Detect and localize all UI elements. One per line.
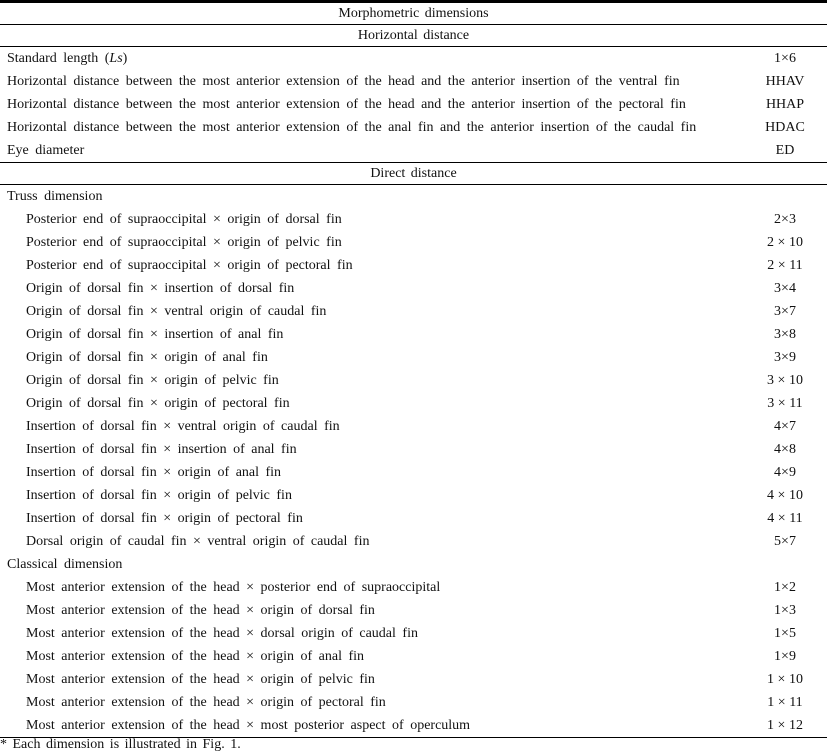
row-label: Most anterior extension of the head × origin of dorsal fin	[26, 603, 375, 618]
table-row	[0, 93, 827, 116]
row-value: 3 × 10	[767, 373, 803, 388]
row-value: 4×7	[774, 419, 796, 434]
row-label: Origin of dorsal fin × insertion of dorsal fin	[26, 281, 295, 296]
row-label: Insertion of dorsal fin × origin of pectoral fin	[26, 511, 303, 526]
row-label: Posterior end of supraoccipital × origin of dorsal fin	[26, 212, 342, 227]
classical-heading: Classical dimension	[7, 557, 123, 572]
classical-heading-row	[0, 553, 827, 576]
table-row	[0, 323, 827, 346]
table-row	[0, 116, 827, 139]
row-value: 3×7	[774, 304, 796, 319]
truss-heading: Truss dimension	[7, 189, 103, 204]
row-label: Insertion of dorsal fin × origin of anal fin	[26, 465, 282, 480]
table-row	[0, 645, 827, 668]
horizontal-rows	[0, 47, 827, 162]
row-value: 5×7	[774, 534, 796, 549]
row-value: 1×2	[774, 580, 796, 595]
row-label: Eye diameter	[7, 143, 85, 158]
row-value: 1 × 11	[767, 695, 803, 710]
table-row	[0, 599, 827, 622]
footnote: * Each dimension is illustrated in Fig. 1.	[0, 737, 241, 752]
table-row	[0, 507, 827, 530]
row-value: 2 × 10	[767, 235, 803, 250]
row-label: Most anterior extension of the head × origin of pectoral fin	[26, 695, 386, 710]
row-label: Most anterior extension of the head × most posterior aspect of operculum	[26, 718, 471, 733]
row-label: Origin of dorsal fin × origin of pelvic fin	[26, 373, 279, 388]
table-row	[0, 231, 827, 254]
table-row	[0, 254, 827, 277]
row-value: HDAC	[765, 120, 805, 135]
row-label: Most anterior extension of the head × posterior end of supraoccipital	[26, 580, 441, 595]
table-row	[0, 461, 827, 484]
table-row	[0, 70, 827, 93]
standard-length-label: Standard length (Ls)	[7, 51, 128, 66]
row-value: HHAP	[765, 97, 805, 112]
row-value: 1 × 10	[767, 672, 803, 687]
table-row	[0, 392, 827, 415]
truss-heading-row	[0, 185, 827, 208]
row-value: 1×3	[774, 603, 796, 618]
row-value: 1×9	[774, 649, 796, 664]
row-label: Most anterior extension of the head × origin of pelvic fin	[26, 672, 375, 687]
row-value: 3×4	[774, 281, 796, 296]
table-row	[0, 576, 827, 599]
table-row	[0, 530, 827, 553]
row-label: Horizontal distance between the most anterior extension of the head and the anterior insertion of the ventral fin	[7, 74, 680, 89]
table-row	[0, 668, 827, 691]
classical-rows	[0, 576, 827, 737]
row-value: 3×9	[774, 350, 796, 365]
table-row	[0, 691, 827, 714]
table-row	[0, 369, 827, 392]
table-row	[0, 139, 827, 162]
section-horizontal-distance: Horizontal distance	[357, 28, 470, 43]
row-value: 1×6	[774, 51, 796, 66]
row-label: Posterior end of supraoccipital × origin of pectoral fin	[26, 258, 353, 273]
table-row	[0, 47, 827, 70]
row-label: Posterior end of supraoccipital × origin of pelvic fin	[26, 235, 342, 250]
table-row	[0, 208, 827, 231]
row-value: 4×9	[774, 465, 796, 480]
row-value: 4 × 10	[767, 488, 803, 503]
row-label: Most anterior extension of the head × origin of anal fin	[26, 649, 365, 664]
row-label: Horizontal distance between the most anterior extension of the head and the anterior insertion of the pectoral fin	[7, 97, 686, 112]
table-row	[0, 714, 827, 737]
row-label: Most anterior extension of the head × dorsal origin of caudal fin	[26, 626, 418, 641]
row-label	[7, 47, 127, 70]
row-value: 2 × 11	[767, 258, 803, 273]
table-row	[0, 438, 827, 461]
row-label: Insertion of dorsal fin × insertion of anal fin	[26, 442, 297, 457]
row-label: Origin of dorsal fin × origin of anal fin	[26, 350, 268, 365]
row-value: 1×5	[774, 626, 796, 641]
truss-rows	[0, 208, 827, 553]
row-value: 1 × 12	[767, 718, 803, 733]
table-row	[0, 300, 827, 323]
row-value: 4×8	[774, 442, 796, 457]
row-value: 4 × 11	[767, 511, 803, 526]
section-direct-distance: Direct distance	[370, 166, 457, 181]
table-row	[0, 277, 827, 300]
row-label: Horizontal distance between the most anterior extension of the anal fin and the anterior insertion of the caudal fin	[7, 120, 697, 135]
row-label: Origin of dorsal fin × origin of pectoral fin	[26, 396, 290, 411]
row-value: ED	[775, 143, 795, 158]
table-row	[0, 346, 827, 369]
row-label: Origin of dorsal fin × insertion of anal fin	[26, 327, 284, 342]
table-header: Morphometric dimensions	[338, 6, 489, 21]
table-row	[0, 484, 827, 507]
row-value: 2×3	[774, 212, 796, 227]
table-row	[0, 415, 827, 438]
row-value: 3 × 11	[767, 396, 803, 411]
row-label: Insertion of dorsal fin × origin of pelvic fin	[26, 488, 292, 503]
row-label: Insertion of dorsal fin × ventral origin of caudal fin	[26, 419, 340, 434]
table-row	[0, 622, 827, 645]
row-label: Dorsal origin of caudal fin × ventral origin of caudal fin	[26, 534, 370, 549]
row-label: Origin of dorsal fin × ventral origin of caudal fin	[26, 304, 327, 319]
row-value: 3×8	[774, 327, 796, 342]
row-value: HHAV	[765, 74, 805, 89]
